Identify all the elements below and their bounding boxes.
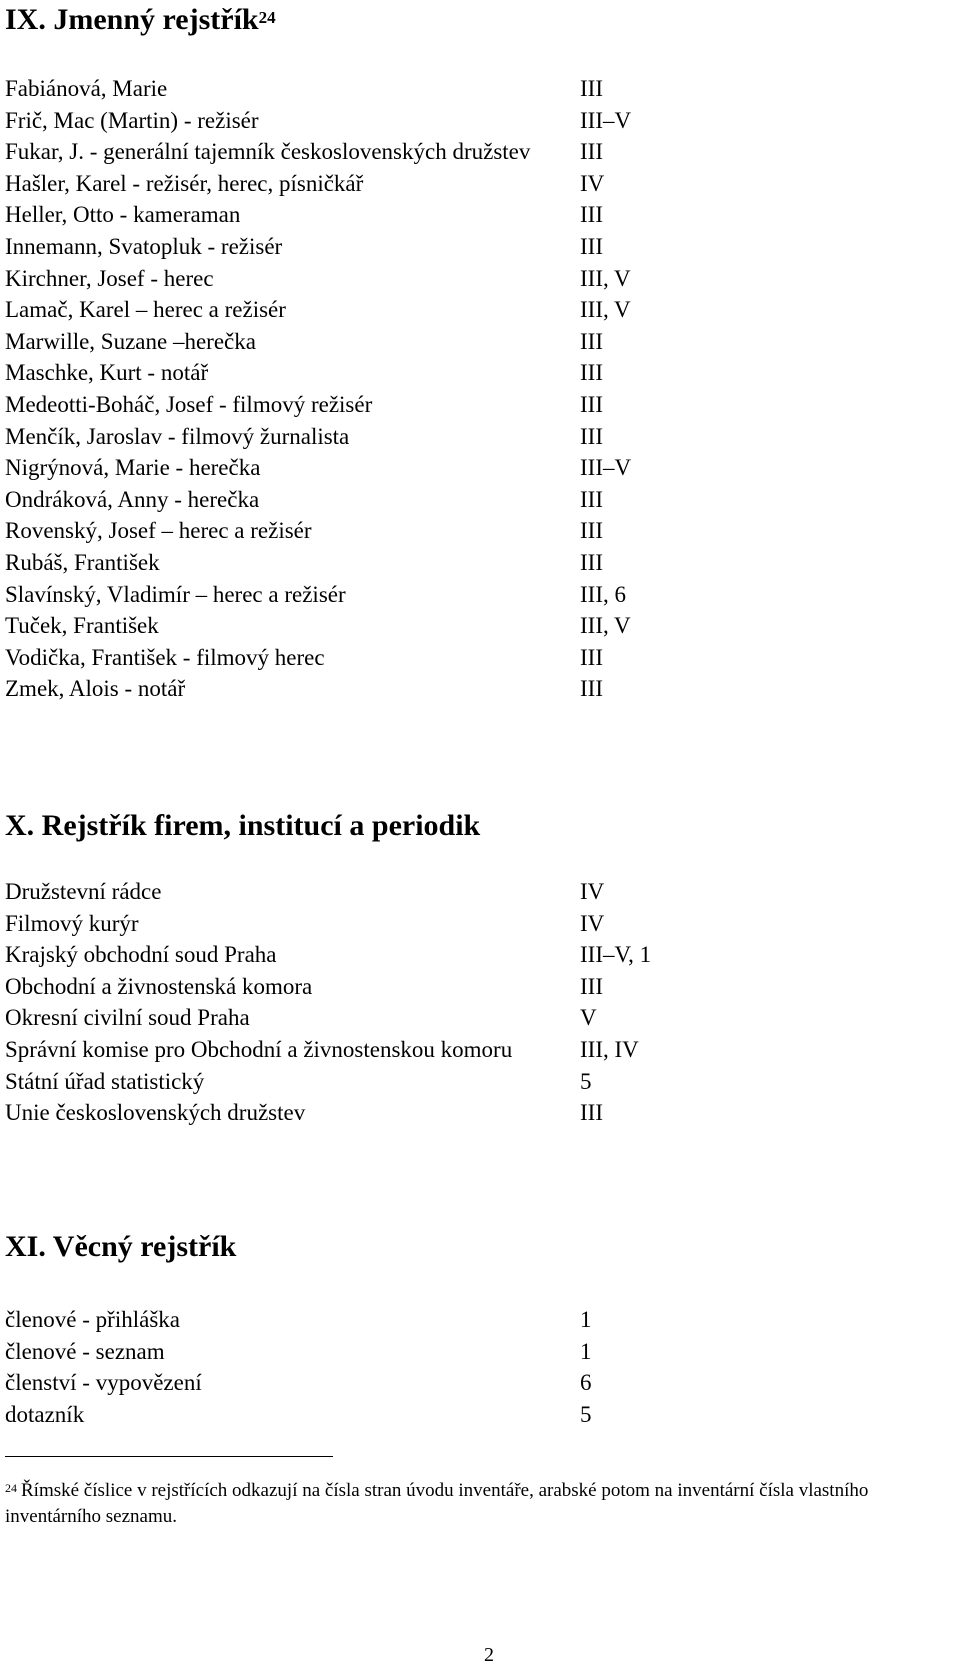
entry-reference: III [580,973,603,999]
entry-name: Nigrýnová, Marie - herečka [5,455,261,481]
entry-name: Menčík, Jaroslav - filmový žurnalista [5,423,350,449]
entry-name: Krajský obchodní soud Praha [5,942,277,968]
entry-reference: III, V [580,297,631,323]
entry-reference: III, V [580,265,631,291]
entry-name: Maschke, Kurt - notář [5,360,209,386]
page-number: 2 [484,1644,494,1666]
entry-name: Marwille, Suzane –herečka [5,328,256,354]
entry-name: Rovenský, Josef – herec a režisér [5,518,312,544]
footnote-text: Římské číslice v rejstřících odkazují na čísla stran úvodu inventáře, arabské potom na inventární čísla vlastního inventárního seznamu. [5,1480,869,1527]
index-entry [5,294,705,326]
index-entry [5,1367,705,1399]
entry-name: členství - vypovězení [5,1370,202,1396]
section-title-institution-index: X. Rejstřík firem, institucí a periodik [5,809,481,842]
index-entry [5,547,705,579]
institution-index-list [5,876,705,1129]
index-entry [5,73,705,105]
entry-reference: 1 [580,1338,592,1364]
entry-reference: 5 [580,1068,592,1094]
entry-reference: III [580,202,603,228]
entry-name: Vodička, František - filmový herec [5,644,325,670]
index-entry [5,515,705,547]
index-entry [5,389,705,421]
entry-name: Unie československých družstev [5,1100,306,1126]
index-entry [5,579,705,611]
footnote-reference: 24 [258,8,276,27]
entry-name: Kirchner, Josef - herec [5,265,214,291]
entry-reference: III [580,644,603,670]
entry-name: Innemann, Svatopluk - režisér [5,233,283,259]
entry-name: Medeotti-Boháč, Josef - filmový režisér [5,391,373,417]
section-title-subject-index: XI. Věcný rejstřík [5,1230,237,1263]
index-entry [5,939,705,971]
index-entry [5,421,705,453]
index-entry [5,168,705,200]
index-entry [5,1002,705,1034]
entry-reference: III [580,233,603,259]
index-entry [5,1097,705,1129]
entry-reference: III [580,391,603,417]
section-title-name-index [5,2,276,38]
entry-reference: III–V [580,455,632,481]
index-entry [5,136,705,168]
entry-name: Tuček, František [5,613,159,639]
index-entry [5,357,705,389]
index-entry [5,1399,705,1431]
index-entry [5,876,705,908]
index-entry [5,673,705,705]
index-entry [5,1336,705,1368]
section-title-text: IX. Jmenný rejstřík [5,3,259,36]
entry-reference: III, 6 [580,581,626,607]
entry-name: Ondráková, Anny - herečka [5,486,260,512]
entry-name: Zmek, Alois - notář [5,676,186,702]
index-entry [5,1034,705,1066]
index-entry [5,199,705,231]
entry-reference: III [580,486,603,512]
entry-reference: III, IV [580,1036,639,1062]
entry-reference: III [580,76,603,101]
entry-reference: 1 [580,1307,592,1332]
entry-reference: V [580,1005,597,1031]
entry-reference: IV [580,879,605,904]
entry-name: Fukar, J. - generální tajemník československých družstev [5,139,531,165]
index-entry [5,610,705,642]
entry-reference: IV [580,910,605,936]
entry-name: dotazník [5,1401,85,1427]
name-index-list [5,73,705,705]
entry-reference: III [580,360,603,386]
entry-name: Frič, Mac (Martin) - režisér [5,107,259,133]
index-entry [5,231,705,263]
subject-index-list [5,1304,705,1430]
entry-reference: III–V [580,107,632,133]
entry-reference: III [580,549,603,575]
index-entry [5,1066,705,1098]
index-entry [5,971,705,1003]
entry-name: Hašler, Karel - režisér, herec, písničkář [5,170,364,196]
entry-reference: III, V [580,613,631,639]
index-entry [5,326,705,358]
entry-name: Družstevní rádce [5,879,162,904]
entry-name: členové - přihláška [5,1307,180,1332]
entry-reference: 5 [580,1401,592,1427]
index-entry [5,263,705,295]
entry-reference: III [580,328,603,354]
entry-name: Heller, Otto - kameraman [5,202,241,228]
entry-reference: III [580,423,603,449]
entry-name: Slavínský, Vladimír – herec a režisér [5,581,346,607]
index-entry [5,484,705,516]
entry-reference: IV [580,170,605,196]
entry-reference: III [580,676,603,702]
entry-name: Okresní civilní soud Praha [5,1005,250,1031]
footnote-mark: 24 [5,1481,17,1495]
entry-name: Rubáš, František [5,549,160,575]
index-entry [5,642,705,674]
entry-name: Fabiánová, Marie [5,76,168,101]
index-entry [5,105,705,137]
entry-name: Státní úřad statistický [5,1068,205,1094]
entry-name: členové - seznam [5,1338,165,1364]
index-entry [5,452,705,484]
entry-name: Správní komise pro Obchodní a živnostenskou komoru [5,1036,513,1062]
index-entry [5,908,705,940]
entry-reference: III [580,139,603,165]
entry-reference: 6 [580,1370,592,1396]
footnote-separator [5,1456,333,1457]
footnote [5,1478,955,1530]
entry-name: Lamač, Karel – herec a režisér [5,297,286,323]
entry-reference: III [580,1100,603,1126]
entry-reference: III–V, 1 [580,942,652,968]
entry-name: Filmový kurýr [5,910,139,936]
entry-name: Obchodní a živnostenská komora [5,973,313,999]
index-entry [5,1304,705,1336]
entry-reference: III [580,518,603,544]
